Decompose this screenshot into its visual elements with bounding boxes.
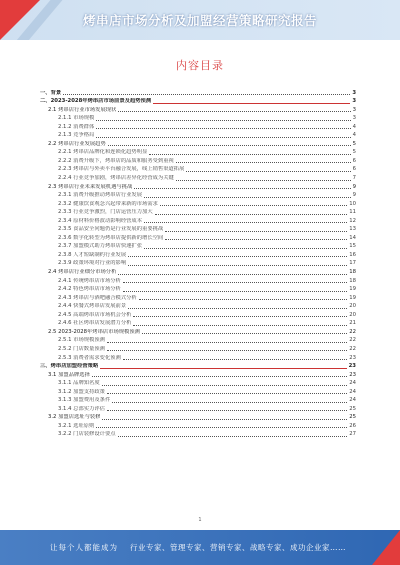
toc-entry-text: 3.1 加盟品牌选择 <box>48 371 90 378</box>
toc-entry-page: 7 <box>352 175 356 182</box>
page-number: 1 <box>198 517 202 523</box>
toc-entry[interactable] <box>40 148 356 157</box>
toc-entry[interactable] <box>40 413 356 422</box>
toc-entry-page: 27 <box>349 431 356 438</box>
toc-entry-page: 14 <box>349 234 356 241</box>
toc-entry[interactable] <box>40 319 356 328</box>
toc-entry-text: 3.1.1 品牌知名度 <box>58 380 100 387</box>
toc-entry[interactable] <box>40 250 356 259</box>
toc-entry[interactable] <box>40 370 356 379</box>
toc-entry-text: 二、2023-2028年烤串店市场前景及趋势预测 <box>40 98 152 105</box>
toc-entry[interactable] <box>40 362 356 371</box>
toc-heading: 内容目录 <box>176 59 224 72</box>
toc-entry-text: 2.3.8 人才短缺制约行业发展 <box>58 251 127 258</box>
toc-entry-page: 15 <box>349 243 356 250</box>
toc-leader-dots <box>118 111 350 112</box>
toc-entry-page: 20 <box>349 303 356 310</box>
toc-entry-page: 17 <box>349 260 356 267</box>
toc-entry[interactable] <box>40 173 356 182</box>
toc-entry[interactable] <box>40 285 356 294</box>
toc-entry-page: 26 <box>349 422 356 429</box>
toc-leader-dots <box>96 137 350 138</box>
toc-entry-page: 22 <box>349 345 356 352</box>
toc-leader-dots <box>160 205 347 206</box>
toc-entry[interactable] <box>40 233 356 242</box>
toc-entry[interactable] <box>40 310 356 319</box>
toc-entry-text: 2.3.5 食品安全问题仍是行业发展的重要挑战 <box>58 226 164 233</box>
toc-entry-text: 2.3.6 数字化转型为烤串店提供新的增长空间 <box>58 234 164 241</box>
toc-entry[interactable] <box>40 139 356 148</box>
toc-entry-text: 2.4.3 烤串店与酒吧融合模式分析 <box>58 294 137 301</box>
toc-leader-dots <box>123 359 347 360</box>
toc-entry-page: 10 <box>349 200 356 207</box>
toc-entry-text: 2.2.4 行业竞争加剧，烤串店差异化经营成为关键 <box>58 175 174 182</box>
toc-leader-dots <box>165 231 347 232</box>
toc-entry[interactable] <box>40 97 356 106</box>
toc-leader-dots <box>96 427 347 428</box>
toc-entry-page: 4 <box>352 132 356 139</box>
toc-entry-text: 2.3.3 行业竞争激烈，门店运营压力加大 <box>58 209 153 216</box>
toc-entry-page: 18 <box>349 277 356 284</box>
toc-leader-dots <box>134 188 350 189</box>
toc-leader-dots <box>107 342 347 343</box>
toc-leader-dots <box>139 299 348 300</box>
toc-entry-text: 2.4.5 高端烤串店市场机会分析 <box>58 311 132 318</box>
toc-leader-dots <box>96 128 350 129</box>
footer-banner <box>0 530 400 565</box>
toc-entry[interactable] <box>40 105 356 114</box>
toc-entry-text: 2.4.2 特色烤串店市场分析 <box>58 286 121 293</box>
toc-entry[interactable] <box>40 379 356 388</box>
toc-leader-dots <box>107 410 347 411</box>
toc-entry-page: 18 <box>349 269 356 276</box>
toc-entry-text: 2.4 烤串店行业细分市场分析 <box>48 269 117 276</box>
header-banner <box>0 0 400 40</box>
toc-entry-page: 6 <box>352 166 356 173</box>
toc-leader-dots <box>128 308 347 309</box>
toc-leader-dots <box>176 162 351 163</box>
toc-entry-page: 20 <box>349 311 356 318</box>
toc-entry-text: 2.2.3 烤串店与外卖平台融合发展，线上销售渠道拓展 <box>58 166 185 173</box>
toc-leader-dots <box>96 120 350 121</box>
footer-roles: 行业专家、管理专家、营销专家、战略专家、成功企业家…… <box>130 543 346 552</box>
toc-leader-dots <box>112 402 347 403</box>
toc-entry-text: 2.3.1 消费升级推动烤串店行业发展 <box>58 192 143 199</box>
toc-entry[interactable] <box>40 353 356 362</box>
toc-entry[interactable] <box>40 88 356 97</box>
toc-leader-dots <box>107 350 347 351</box>
toc-entry-page: 9 <box>352 192 356 199</box>
toc-entry-page: 5 <box>352 149 356 156</box>
toc-leader-dots <box>153 103 350 104</box>
toc-entry[interactable] <box>40 421 356 430</box>
toc-entry-text: 2.1 烤串店行业市场发展现状 <box>48 106 117 113</box>
toc-entry-text: 3.2.2 门店装修设计要点 <box>58 431 116 438</box>
toc-leader-dots <box>100 368 346 369</box>
toc-entry[interactable] <box>40 396 356 405</box>
toc-entry-text: 2.5 2023-2028年烤串店市场规模预测 <box>48 328 140 335</box>
toc-entry-text: 2.4.4 快餐式烤串店发展前景 <box>58 303 127 310</box>
toc-entry-text: 2.2 烤串店行业发展趋势 <box>48 140 106 147</box>
toc-entry-page: 3 <box>352 89 356 96</box>
toc-leader-dots <box>128 256 347 257</box>
toc-entry[interactable] <box>40 404 356 413</box>
toc-entry-page: 9 <box>352 183 356 190</box>
toc-entry[interactable] <box>40 344 356 353</box>
toc-entry[interactable] <box>40 199 356 208</box>
toc-entry[interactable] <box>40 336 356 345</box>
toc-entry[interactable] <box>40 387 356 396</box>
toc-entry-page: 24 <box>349 388 356 395</box>
toc-entry-text: 2.2.2 消费升级下，烤串店的品质和服务受到重视 <box>58 157 174 164</box>
toc-entry-page: 25 <box>349 414 356 421</box>
toc-entry-page: 25 <box>349 405 356 412</box>
toc-leader-dots <box>144 222 347 223</box>
toc-entry-text: 2.4.6 社区烤串店发展潜力分析 <box>58 320 132 327</box>
toc-entry[interactable] <box>40 302 356 311</box>
toc-entry-page: 19 <box>349 286 356 293</box>
toc-leader-dots <box>165 239 347 240</box>
table-of-contents <box>40 88 356 438</box>
footer-slogan: 让每个人都能成为 <box>50 543 118 552</box>
toc-entry-text: 3.1.2 加盟支持政策 <box>58 388 105 395</box>
toc-entry-page: 22 <box>349 328 356 335</box>
toc-entry-page: 23 <box>349 354 356 361</box>
toc-entry[interactable] <box>40 114 356 123</box>
toc-entry-page: 6 <box>352 157 356 164</box>
toc-leader-dots <box>149 154 350 155</box>
toc-entry-text: 2.5.2 门店数量预测 <box>58 345 105 352</box>
toc-leader-dots <box>176 180 351 181</box>
toc-entry-page: 3 <box>352 115 356 122</box>
toc-leader-dots <box>107 393 347 394</box>
toc-leader-dots <box>123 291 347 292</box>
toc-leader-dots <box>144 248 347 249</box>
toc-entry[interactable] <box>40 191 356 200</box>
toc-entry-text: 2.1.1 市场规模 <box>58 115 95 122</box>
toc-entry[interactable] <box>40 131 356 140</box>
toc-entry-text: 三、烤串店加盟经营策略 <box>40 363 99 370</box>
toc-leader-dots <box>92 376 347 377</box>
toc-entry[interactable] <box>40 430 356 439</box>
toc-leader-dots <box>133 316 347 317</box>
footer-red-triangle <box>372 530 400 565</box>
toc-entry-page: 12 <box>349 217 356 224</box>
toc-entry-text: 2.3.4 原材料价格波动影响经营成本 <box>58 217 143 224</box>
toc-entry-text: 3.1.3 加盟费用及条件 <box>58 397 111 404</box>
toc-entry-page: 3 <box>352 98 356 105</box>
toc-entry-page: 23 <box>348 363 356 370</box>
toc-entry-page: 5 <box>352 140 356 147</box>
toc-entry-page: 21 <box>349 320 356 327</box>
toc-leader-dots <box>118 436 348 437</box>
toc-entry-page: 24 <box>349 380 356 387</box>
toc-entry-text: 3.1.4 总部实力评估 <box>58 405 105 412</box>
toc-entry-text: 2.1.3 竞争格局 <box>58 132 95 139</box>
toc-entry-text: 2.3 烤串店行业未来发展机遇与挑战 <box>48 183 133 190</box>
toc-entry-text: 2.2.1 烤串店品牌化和连锁化趋势明显 <box>58 149 148 156</box>
toc-entry[interactable] <box>40 165 356 174</box>
toc-leader-dots <box>144 197 351 198</box>
toc-leader-dots <box>142 333 347 334</box>
toc-leader-dots <box>118 274 347 275</box>
toc-leader-dots <box>102 419 347 420</box>
toc-entry[interactable] <box>40 208 356 217</box>
toc-entry-page: 4 <box>352 123 356 130</box>
toc-entry[interactable] <box>40 225 356 234</box>
toc-entry-text: 2.1.2 消费群体 <box>58 123 95 130</box>
toc-entry-text: 2.3.2 健康饮食观念兴起带来新的市场需求 <box>58 200 158 207</box>
toc-entry-page: 19 <box>349 294 356 301</box>
toc-entry-page: 3 <box>352 106 356 113</box>
toc-entry-text: 一、背景 <box>40 89 62 96</box>
toc-leader-dots <box>108 145 351 146</box>
toc-entry-text: 3.2 加盟店选址与装修 <box>48 414 101 421</box>
toc-entry-page: 16 <box>349 251 356 258</box>
toc-entry[interactable] <box>40 276 356 285</box>
toc-entry-text: 2.5.3 消费者需求变化预测 <box>58 354 121 361</box>
toc-entry-page: 13 <box>349 226 356 233</box>
toc-entry[interactable] <box>40 327 356 336</box>
toc-entry[interactable] <box>40 216 356 225</box>
toc-entry-text: 2.4.1 传统烤串店市场分析 <box>58 277 121 284</box>
toc-leader-dots <box>155 214 348 215</box>
toc-entry[interactable] <box>40 293 356 302</box>
toc-leader-dots <box>102 385 348 386</box>
toc-leader-dots <box>186 171 350 172</box>
toc-entry-text: 2.3.7 加盟模式助力烤串店快速扩张 <box>58 243 143 250</box>
toc-entry-text: 2.5.1 市场规模预测 <box>58 337 105 344</box>
toc-entry-text: 2.3.9 政策环境对行业的影响 <box>58 260 127 267</box>
toc-leader-dots <box>123 282 347 283</box>
toc-leader-dots <box>133 325 347 326</box>
toc-entry[interactable] <box>40 267 356 276</box>
toc-entry[interactable] <box>40 122 356 131</box>
toc-entry[interactable] <box>40 156 356 165</box>
toc-leader-dots <box>63 94 350 95</box>
toc-entry-text: 3.2.1 选址原则 <box>58 422 95 429</box>
toc-entry[interactable] <box>40 182 356 191</box>
toc-entry-page: 11 <box>349 209 356 216</box>
toc-entry[interactable] <box>40 242 356 251</box>
toc-entry-page: 23 <box>349 371 356 378</box>
document-title: 烤串店市场分析及加盟经营策略研究报告 <box>82 13 317 28</box>
toc-entry-page: 22 <box>349 337 356 344</box>
toc-leader-dots <box>128 265 347 266</box>
toc-entry[interactable] <box>40 259 356 268</box>
toc-entry-page: 24 <box>349 397 356 404</box>
